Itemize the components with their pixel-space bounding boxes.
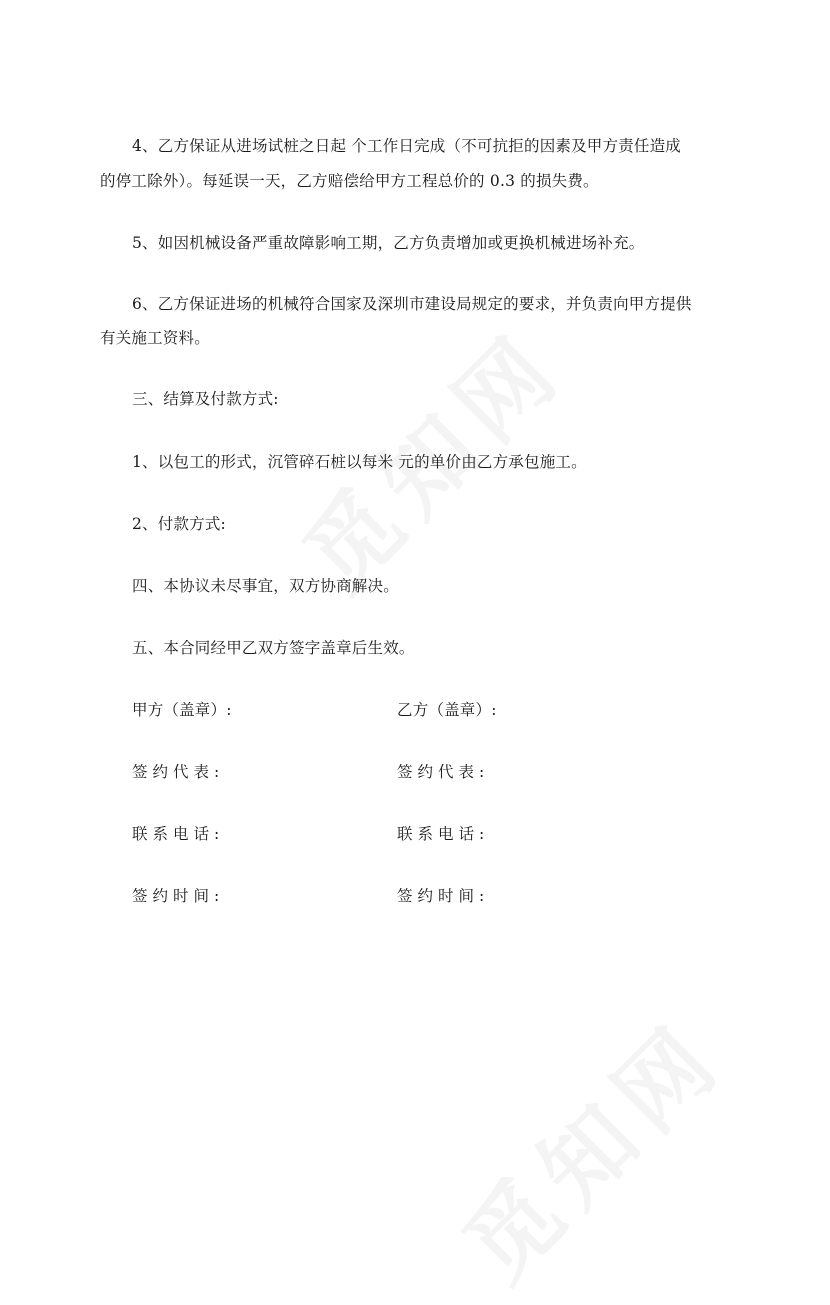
party-b-representative-label: 签约代表: — [397, 763, 490, 781]
section-3-heading: 三、结算及付款方式: — [132, 390, 279, 408]
clause-4-line-2: 的停工除外）。每延误一天，乙方赔偿给甲方工程总价的 0.3 的损失费。 — [100, 172, 599, 190]
watermark — [430, 987, 748, 1305]
party-a-representative-label: 签约代表: — [132, 763, 225, 781]
clause-6-line-1: 6、乙方保证进场的机械符合国家及深圳市建设局规定的要求，并负责向甲方提供 — [132, 295, 692, 313]
clause-6-line-2: 有关施工资料。 — [100, 329, 210, 347]
section-3-item-1: 1、以包工的形式，沉管碎石桩以每米 元的单价由乙方承包施工。 — [132, 453, 587, 471]
clause-5: 5、如因机械设备严重故障影响工期，乙方负责增加或更换机械进场补充。 — [132, 234, 645, 252]
party-a-seal-label: 甲方（盖章）: — [132, 701, 232, 719]
party-a-date-label: 签约时间: — [132, 887, 225, 905]
section-4: 四、本协议未尽事宜，双方协商解决。 — [132, 577, 399, 595]
party-b-seal-label: 乙方（盖章）: — [397, 701, 497, 719]
section-5: 五、本合同经甲乙双方签字盖章后生效。 — [132, 639, 415, 657]
party-a-phone-label: 联系电话: — [132, 825, 225, 843]
party-b-phone-label: 联系电话: — [397, 825, 490, 843]
party-b-date-label: 签约时间: — [397, 887, 490, 905]
section-3-item-2: 2、付款方式: — [132, 515, 226, 533]
clause-4-line-1: 4、乙方保证从进场试桩之日起 个工作日完成（不可抗拒的因素及甲方责任造成 — [132, 137, 681, 155]
